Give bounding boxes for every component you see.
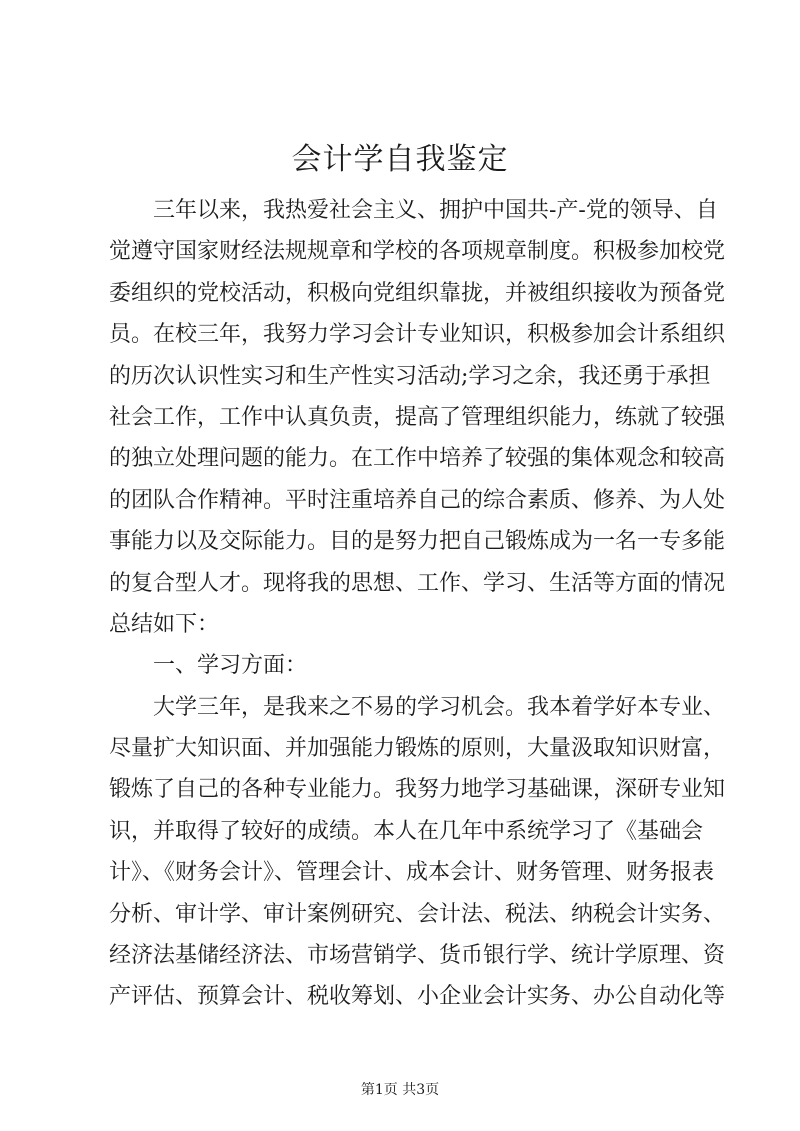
text-line: 产评估、预算会计、税收筹划、小企业会计实务、办公自动化等 xyxy=(109,984,726,1010)
text-line: 觉遵守国家财经法规规章和学校的各项规章制度。积极参加校党 xyxy=(109,239,726,265)
text-line: 的独立处理问题的能力。在工作中培养了较强的集体观念和较高 xyxy=(109,446,726,472)
text-line: 锻炼了自己的各种专业能力。我努力地学习基础课，深研专业知 xyxy=(109,777,726,803)
document-title: 会计学自我鉴定 xyxy=(291,142,509,177)
text-line: 大学三年，是我来之不易的学习机会。我本着学好本专业、 xyxy=(153,694,726,720)
text-line: 员。在校三年，我努力学习会计专业知识，积极参加会计系组织 xyxy=(109,322,726,348)
text-line: 识，并取得了较好的成绩。本人在几年中系统学习了《基础会 xyxy=(109,818,704,844)
text-line: 总结如下： xyxy=(109,611,220,637)
text-line: 一、学习方面： xyxy=(153,653,308,679)
text-line: 经济法基储经济法、市场营销学、货币银行学、统计学原理、资 xyxy=(109,943,726,969)
text-line: 的历次认识性实习和生产性实习活动;学习之余，我还勇于承担 xyxy=(109,363,711,389)
text-line: 计》、《财务会计》、管理会计、成本会计、财务管理、财务报表 xyxy=(109,860,715,886)
text-line: 的复合型人才。现将我的思想、工作、学习、生活等方面的情况 xyxy=(109,570,726,596)
text-line: 社会工作，工作中认真负责，提高了管理组织能力，练就了较强 xyxy=(109,404,726,430)
text-line: 三年以来，我热爱社会主义、拥护中国共-产-党的领导、自 xyxy=(153,198,718,223)
document-body xyxy=(109,190,726,1018)
text-line: 的团队合作精神。平时注重培养自己的综合素质、修养、为人处 xyxy=(109,487,726,513)
text-line: 委组织的党校活动，积极向党组织靠拢，并被组织接收为预备党 xyxy=(109,280,726,306)
page-footer: 第1页 共3页 xyxy=(360,1082,440,1098)
text-line: 分析、审计学、审计案例研究、会计法、税法、纳税会计实务、 xyxy=(109,901,726,927)
text-line: 事能力以及交际能力。目的是努力把自己锻炼成为一名一专多能 xyxy=(109,529,726,555)
text-line: 尽量扩大知识面、并加强能力锻炼的原则，大量汲取知识财富， xyxy=(109,736,726,762)
